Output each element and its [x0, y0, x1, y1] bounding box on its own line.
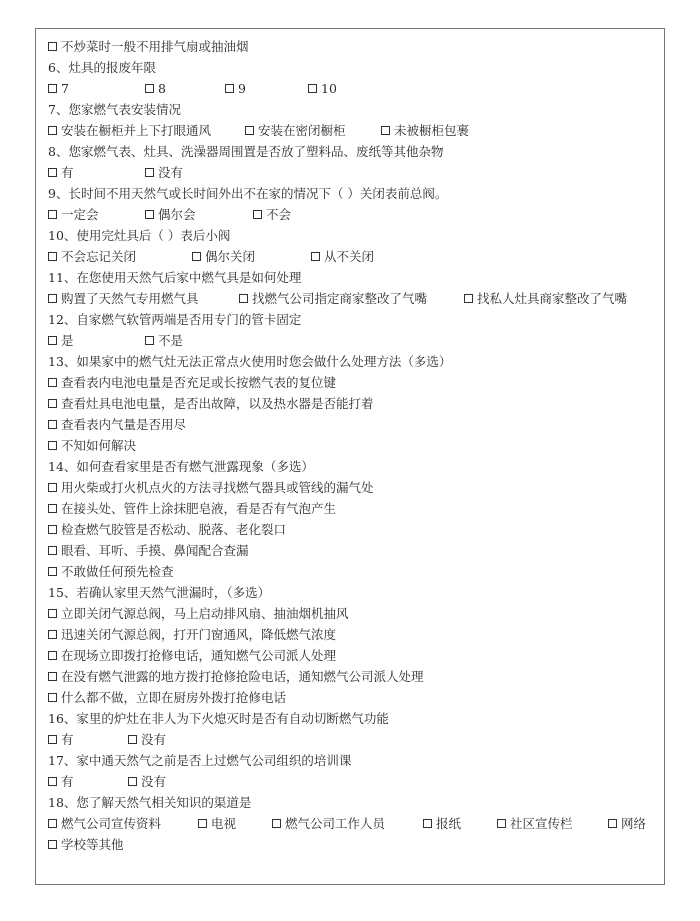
- option-label: 安装在橱柜并上下打眼通风: [61, 123, 212, 138]
- option-item[interactable]: [48, 519, 286, 540]
- option-label: 在没有燃气泄露的地方拨打抢修抢险电话，通知燃气公司派人处理: [61, 669, 424, 684]
- option-item[interactable]: [192, 246, 255, 267]
- question-text: 17、家中通天然气之前是否上过燃气公司组织的培训课: [48, 753, 352, 768]
- checkbox[interactable]: [198, 819, 207, 828]
- option-item[interactable]: [48, 645, 336, 666]
- checkbox[interactable]: [225, 84, 234, 93]
- option-item[interactable]: [48, 372, 336, 393]
- option-label: 不知如何解决: [61, 438, 137, 453]
- option-item[interactable]: [145, 162, 183, 183]
- option-label: 什么都不做，立即在厨房外拨打抢修电话: [61, 690, 287, 705]
- checkbox[interactable]: [48, 399, 57, 408]
- option-item[interactable]: [48, 561, 174, 582]
- option-item[interactable]: [48, 36, 249, 57]
- option-item[interactable]: [225, 78, 246, 99]
- option-item[interactable]: [48, 246, 136, 267]
- option-item[interactable]: [48, 120, 211, 141]
- option-row: [48, 666, 660, 687]
- option-label: 迅速关闭气源总阀，打开门窗通风，降低燃气浓度: [61, 627, 337, 642]
- option-label: 在现场立即拨打抢修电话，通知燃气公司派人处理: [61, 648, 337, 663]
- option-row: [48, 561, 660, 582]
- checkbox[interactable]: [48, 672, 57, 681]
- option-label: 有: [61, 732, 74, 747]
- option-row: [48, 78, 660, 99]
- option-label: 不会忘记关闭: [61, 249, 137, 264]
- question-text: 18、您了解天然气相关知识的渠道是: [48, 795, 252, 810]
- option-item[interactable]: [48, 666, 424, 687]
- option-item[interactable]: [48, 288, 199, 309]
- checkbox[interactable]: [423, 819, 432, 828]
- option-label: 查看表内气量是否用尽: [61, 417, 187, 432]
- checkbox[interactable]: [48, 504, 57, 513]
- option-label: 燃气公司工作人员: [285, 816, 386, 831]
- option-row: [48, 414, 660, 435]
- checkbox[interactable]: [608, 819, 617, 828]
- checkbox[interactable]: [145, 168, 154, 177]
- checkbox[interactable]: [145, 84, 154, 93]
- option-item[interactable]: [48, 687, 286, 708]
- checkbox[interactable]: [272, 819, 281, 828]
- option-row: [48, 729, 660, 750]
- option-item[interactable]: [48, 729, 74, 750]
- option-label: 不是: [158, 333, 184, 348]
- checkbox[interactable]: [48, 777, 57, 786]
- checkbox[interactable]: [48, 126, 57, 135]
- option-label: 找私人灶具商家整改了气嘴: [477, 291, 628, 306]
- option-label: 网络: [621, 816, 647, 831]
- option-label: 有: [61, 165, 74, 180]
- option-item[interactable]: [464, 288, 627, 309]
- option-row: [48, 330, 660, 351]
- option-item[interactable]: [48, 771, 74, 792]
- question-text: 6、灶具的报废年限: [48, 60, 156, 75]
- option-row: [48, 498, 660, 519]
- option-row: [48, 120, 660, 141]
- option-label: 偶尔会: [158, 207, 196, 222]
- option-item[interactable]: [128, 729, 166, 750]
- option-label: 没有: [141, 732, 167, 747]
- question-text: 16、家里的炉灶在非人为下火熄灭时是否有自动切断燃气功能: [48, 711, 389, 726]
- question-text: 7、您家燃气表安装情况: [48, 102, 181, 117]
- checkbox[interactable]: [145, 336, 154, 345]
- option-label: 没有: [141, 774, 167, 789]
- option-label: 不敢做任何预先检查: [61, 564, 174, 579]
- checkbox[interactable]: [253, 210, 262, 219]
- option-item[interactable]: [48, 162, 74, 183]
- question-text: 15、若确认家里天然气泄漏时，（多选）: [48, 585, 271, 600]
- question-text: 12、自家燃气软管两端是否用专门的管卡固定: [48, 312, 302, 327]
- option-item[interactable]: [48, 498, 336, 519]
- option-item[interactable]: [48, 78, 69, 99]
- option-label: 10: [321, 81, 337, 96]
- option-item[interactable]: [48, 540, 249, 561]
- option-label: 燃气公司宣传资料: [61, 816, 162, 831]
- checkbox[interactable]: [48, 609, 57, 618]
- option-item[interactable]: [423, 813, 461, 834]
- option-label: 一定会: [61, 207, 99, 222]
- question-text: 8、您家燃气表、灶具、洗澡器周围置是否放了塑料品、废纸等其他杂物: [48, 144, 444, 159]
- checkbox[interactable]: [239, 294, 248, 303]
- checkbox[interactable]: [48, 693, 57, 702]
- option-label: 眼看、耳听、手摸、鼻闻配合查漏: [61, 543, 249, 558]
- checkbox[interactable]: [48, 42, 57, 51]
- option-row: [48, 162, 660, 183]
- checkbox[interactable]: [48, 546, 57, 555]
- checkbox[interactable]: [48, 441, 57, 450]
- checkbox[interactable]: [497, 819, 506, 828]
- option-item[interactable]: [381, 120, 469, 141]
- option-item[interactable]: [48, 204, 99, 225]
- option-row: [48, 645, 660, 666]
- option-item[interactable]: [239, 288, 427, 309]
- option-label: 有: [61, 774, 74, 789]
- question-text: 11、在您使用天然气后家中燃气具是如何处理: [48, 270, 302, 285]
- option-item[interactable]: [608, 813, 646, 834]
- question-text: 14、如何查看家里是否有燃气泄露现象（多选）: [48, 459, 314, 474]
- option-row: [48, 246, 660, 267]
- checkbox[interactable]: [128, 777, 137, 786]
- checkbox[interactable]: [48, 567, 57, 576]
- option-label: 报纸: [436, 816, 462, 831]
- option-label: 8: [158, 81, 166, 96]
- option-item[interactable]: [145, 330, 183, 351]
- checkbox[interactable]: [48, 210, 57, 219]
- option-label: 立即关闭气源总阀，马上启动排风扇、抽油烟机抽风: [61, 606, 349, 621]
- checkbox[interactable]: [48, 819, 57, 828]
- option-item[interactable]: [48, 414, 186, 435]
- option-item[interactable]: [48, 435, 136, 456]
- checkbox[interactable]: [381, 126, 390, 135]
- checkbox[interactable]: [48, 630, 57, 639]
- option-item[interactable]: [48, 624, 336, 645]
- option-label: 用火柴或打火机点火的方法寻找燃气器具或管线的漏气处: [61, 480, 374, 495]
- checkbox[interactable]: [48, 378, 57, 387]
- option-row: [48, 771, 660, 792]
- checkbox[interactable]: [48, 420, 57, 429]
- option-row: [48, 813, 660, 834]
- option-label: 没有: [158, 165, 184, 180]
- option-item[interactable]: [272, 813, 385, 834]
- option-label: 学校等其他: [61, 837, 124, 852]
- option-row: [48, 603, 660, 624]
- checkbox[interactable]: [48, 294, 57, 303]
- option-item[interactable]: [48, 477, 374, 498]
- checkbox[interactable]: [48, 252, 57, 261]
- option-row: [48, 540, 660, 561]
- option-item[interactable]: [198, 813, 236, 834]
- option-label: 检查燃气胶管是否松动、脱落、老化裂口: [61, 522, 287, 537]
- question-text: 13、如果家中的燃气灶无法正常点火使用时您会做什么处理方法（多选）: [48, 354, 452, 369]
- option-label: 查看灶具电池电量，是否出故障，以及热水器是否能打着: [61, 396, 374, 411]
- checkbox[interactable]: [128, 735, 137, 744]
- option-item[interactable]: [48, 330, 74, 351]
- option-row: [48, 435, 660, 456]
- option-label: 7: [61, 81, 69, 96]
- checkbox[interactable]: [48, 651, 57, 660]
- option-item[interactable]: [128, 771, 166, 792]
- option-row: [48, 519, 660, 540]
- option-label: 电视: [211, 816, 237, 831]
- checkbox[interactable]: [48, 735, 57, 744]
- option-row: [48, 624, 660, 645]
- option-label: 安装在密闭橱柜: [258, 123, 346, 138]
- option-label: 不炒菜时一般不用排气扇或抽油烟: [61, 39, 249, 54]
- option-item[interactable]: [145, 78, 166, 99]
- option-row: [48, 36, 660, 57]
- option-row: [48, 393, 660, 414]
- option-label: 找燃气公司指定商家整改了气嘴: [252, 291, 428, 306]
- questionnaire: [48, 36, 660, 855]
- option-item[interactable]: [308, 78, 337, 99]
- option-row: [48, 477, 660, 498]
- option-item[interactable]: [48, 603, 349, 624]
- option-row: [48, 834, 660, 855]
- checkbox[interactable]: [311, 252, 320, 261]
- option-row: [48, 204, 660, 225]
- checkbox[interactable]: [48, 525, 57, 534]
- option-item[interactable]: [245, 120, 346, 141]
- checkbox[interactable]: [48, 84, 57, 93]
- checkbox[interactable]: [308, 84, 317, 93]
- checkbox[interactable]: [48, 168, 57, 177]
- option-item[interactable]: [48, 813, 161, 834]
- option-label: 购置了天然气专用燃气具: [61, 291, 199, 306]
- option-item[interactable]: [145, 204, 196, 225]
- option-item[interactable]: [48, 834, 124, 855]
- checkbox[interactable]: [192, 252, 201, 261]
- checkbox[interactable]: [245, 126, 254, 135]
- question-text: 9、长时间不用天然气或长时间外出不在家的情况下（ ）关闭表前总阀。: [48, 186, 448, 201]
- option-label: 偶尔关闭: [205, 249, 256, 264]
- option-label: 不会: [266, 207, 292, 222]
- option-row: [48, 687, 660, 708]
- checkbox[interactable]: [464, 294, 473, 303]
- option-item[interactable]: [48, 393, 374, 414]
- option-item[interactable]: [497, 813, 573, 834]
- checkbox[interactable]: [48, 483, 57, 492]
- option-label: 9: [238, 81, 246, 96]
- option-label: 未被橱柜包裹: [394, 123, 470, 138]
- option-row: [48, 372, 660, 393]
- question-text: 10、使用完灶具后（ ）表后小阀: [48, 228, 231, 243]
- option-label: 是: [61, 333, 74, 348]
- option-item[interactable]: [253, 204, 291, 225]
- checkbox[interactable]: [48, 840, 57, 849]
- option-row: [48, 288, 660, 309]
- option-item[interactable]: [311, 246, 374, 267]
- option-label: 查看表内电池电量是否充足或长按燃气表的复位键: [61, 375, 337, 390]
- option-label: 从不关闭: [324, 249, 375, 264]
- checkbox[interactable]: [48, 336, 57, 345]
- option-label: 社区宣传栏: [510, 816, 573, 831]
- checkbox[interactable]: [145, 210, 154, 219]
- option-label: 在接头处、管件上涂抹肥皂液，看是否有气泡产生: [61, 501, 337, 516]
